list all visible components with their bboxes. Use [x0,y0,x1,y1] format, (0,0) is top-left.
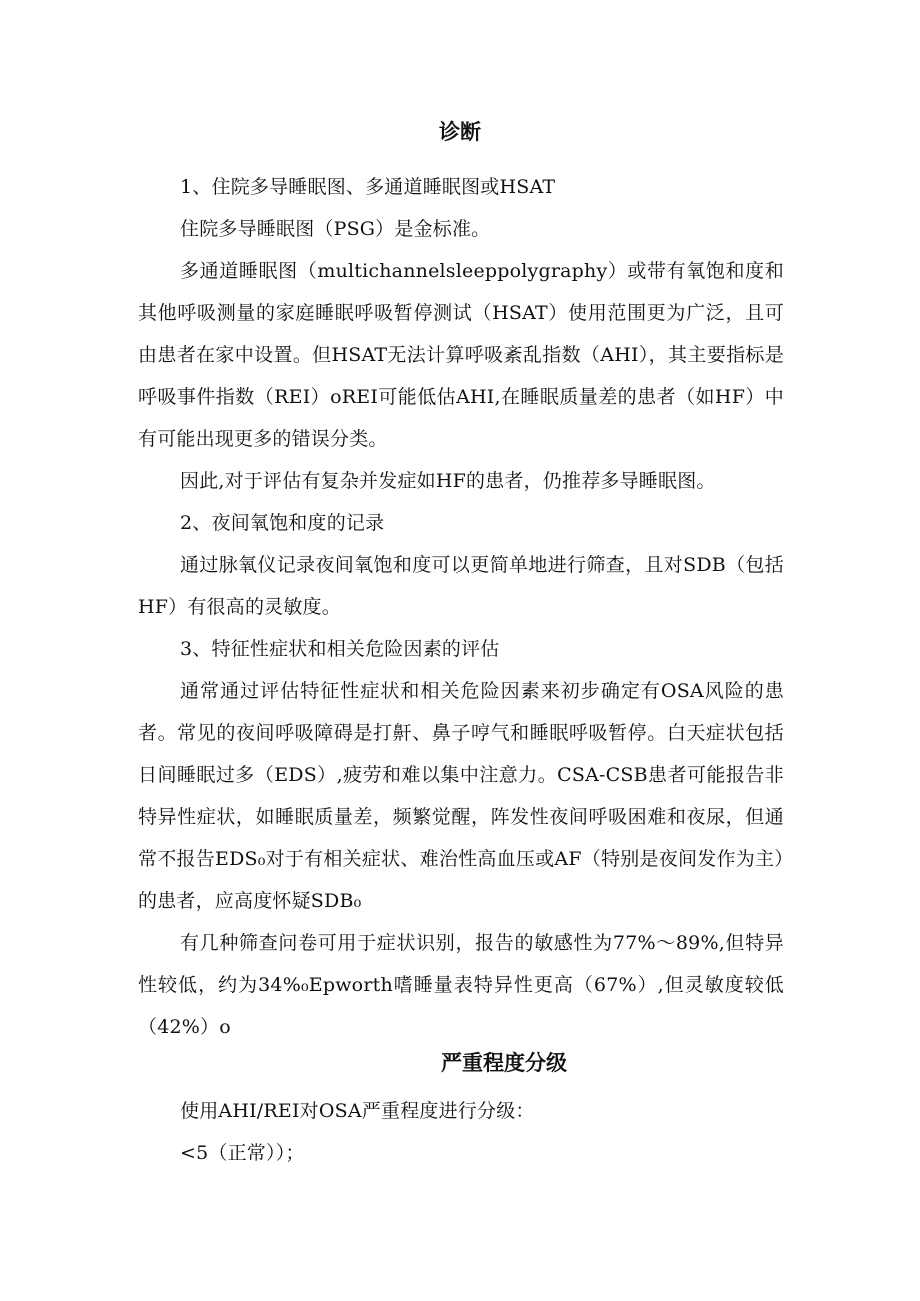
paragraph-symptoms-title: 3、特征性症状和相关危险因素的评估 [180,638,500,660]
paragraph-multichannel-hsat: 多通道睡眠图（multichannelsleeppolygraphy）或带有氧饱和度和其他呼吸测量的家庭睡眠呼吸暂停测试（HSAT）使用范围更为广泛，且可由患者在家中设置。但HSAT无法计算呼吸紊乱指数（AHI），其主要指标是呼吸事件指数（REI）oREI可能低估AHI,在睡眠质量差的患者（如HF）中有可能出现更多的错误分类。 [138,260,784,450]
paragraph-symptoms-assessment: 通常通过评估特征性症状和相关危险因素来初步确定有OSA风险的患者。常见的夜间呼吸障碍是打鼾、鼻子哼气和睡眠呼吸暂停。白天症状包括日间睡眠过多（EDS）,疲劳和难以集中注意力。CSA-CSB患者可能报告非特异性症状，如睡眠质量差，频繁觉醒，阵发性夜间呼吸困难和夜尿，但通常不报告EDS₀对于有相关症状、难治性高血压或AF（特别是夜间发作为主）的患者，应高度怀疑SDB₀ [138,680,784,912]
section-heading-diagnosis: 诊断 [439,120,481,144]
section-heading-severity: 严重程度分级 [441,1051,567,1075]
paragraph-severity-normal: <5（正常））； [180,1142,305,1164]
paragraph-psg-gold-standard: 住院多导睡眠图（PSG）是金标准。 [180,218,491,240]
paragraph-psg-hsat-title: 1、住院多导睡眠图、多通道睡眠图或HSAT [180,176,556,198]
paragraph-oximetry-title: 2、夜间氧饱和度的记录 [180,512,385,534]
paragraph-severity-intro: 使用AHI/REI对OSA严重程度进行分级： [180,1100,535,1122]
paragraph-oximetry-screening: 通过脉氧仪记录夜间氧饱和度可以更简单地进行筛查，且对SDB（包括HF）有很高的灵敏度。 [138,554,784,618]
paragraph-psg-recommendation: 因此,对于评估有复杂并发症如HF的患者，仍推荐多导睡眠图。 [180,470,716,492]
paragraph-questionnaires: 有几种筛查问卷可用于症状识别，报告的敏感性为77%～89%,但特异性较低，约为34%₀Epworth嗜睡量表特异性更高（67%）,但灵敏度较低（42%）o [138,932,784,1038]
